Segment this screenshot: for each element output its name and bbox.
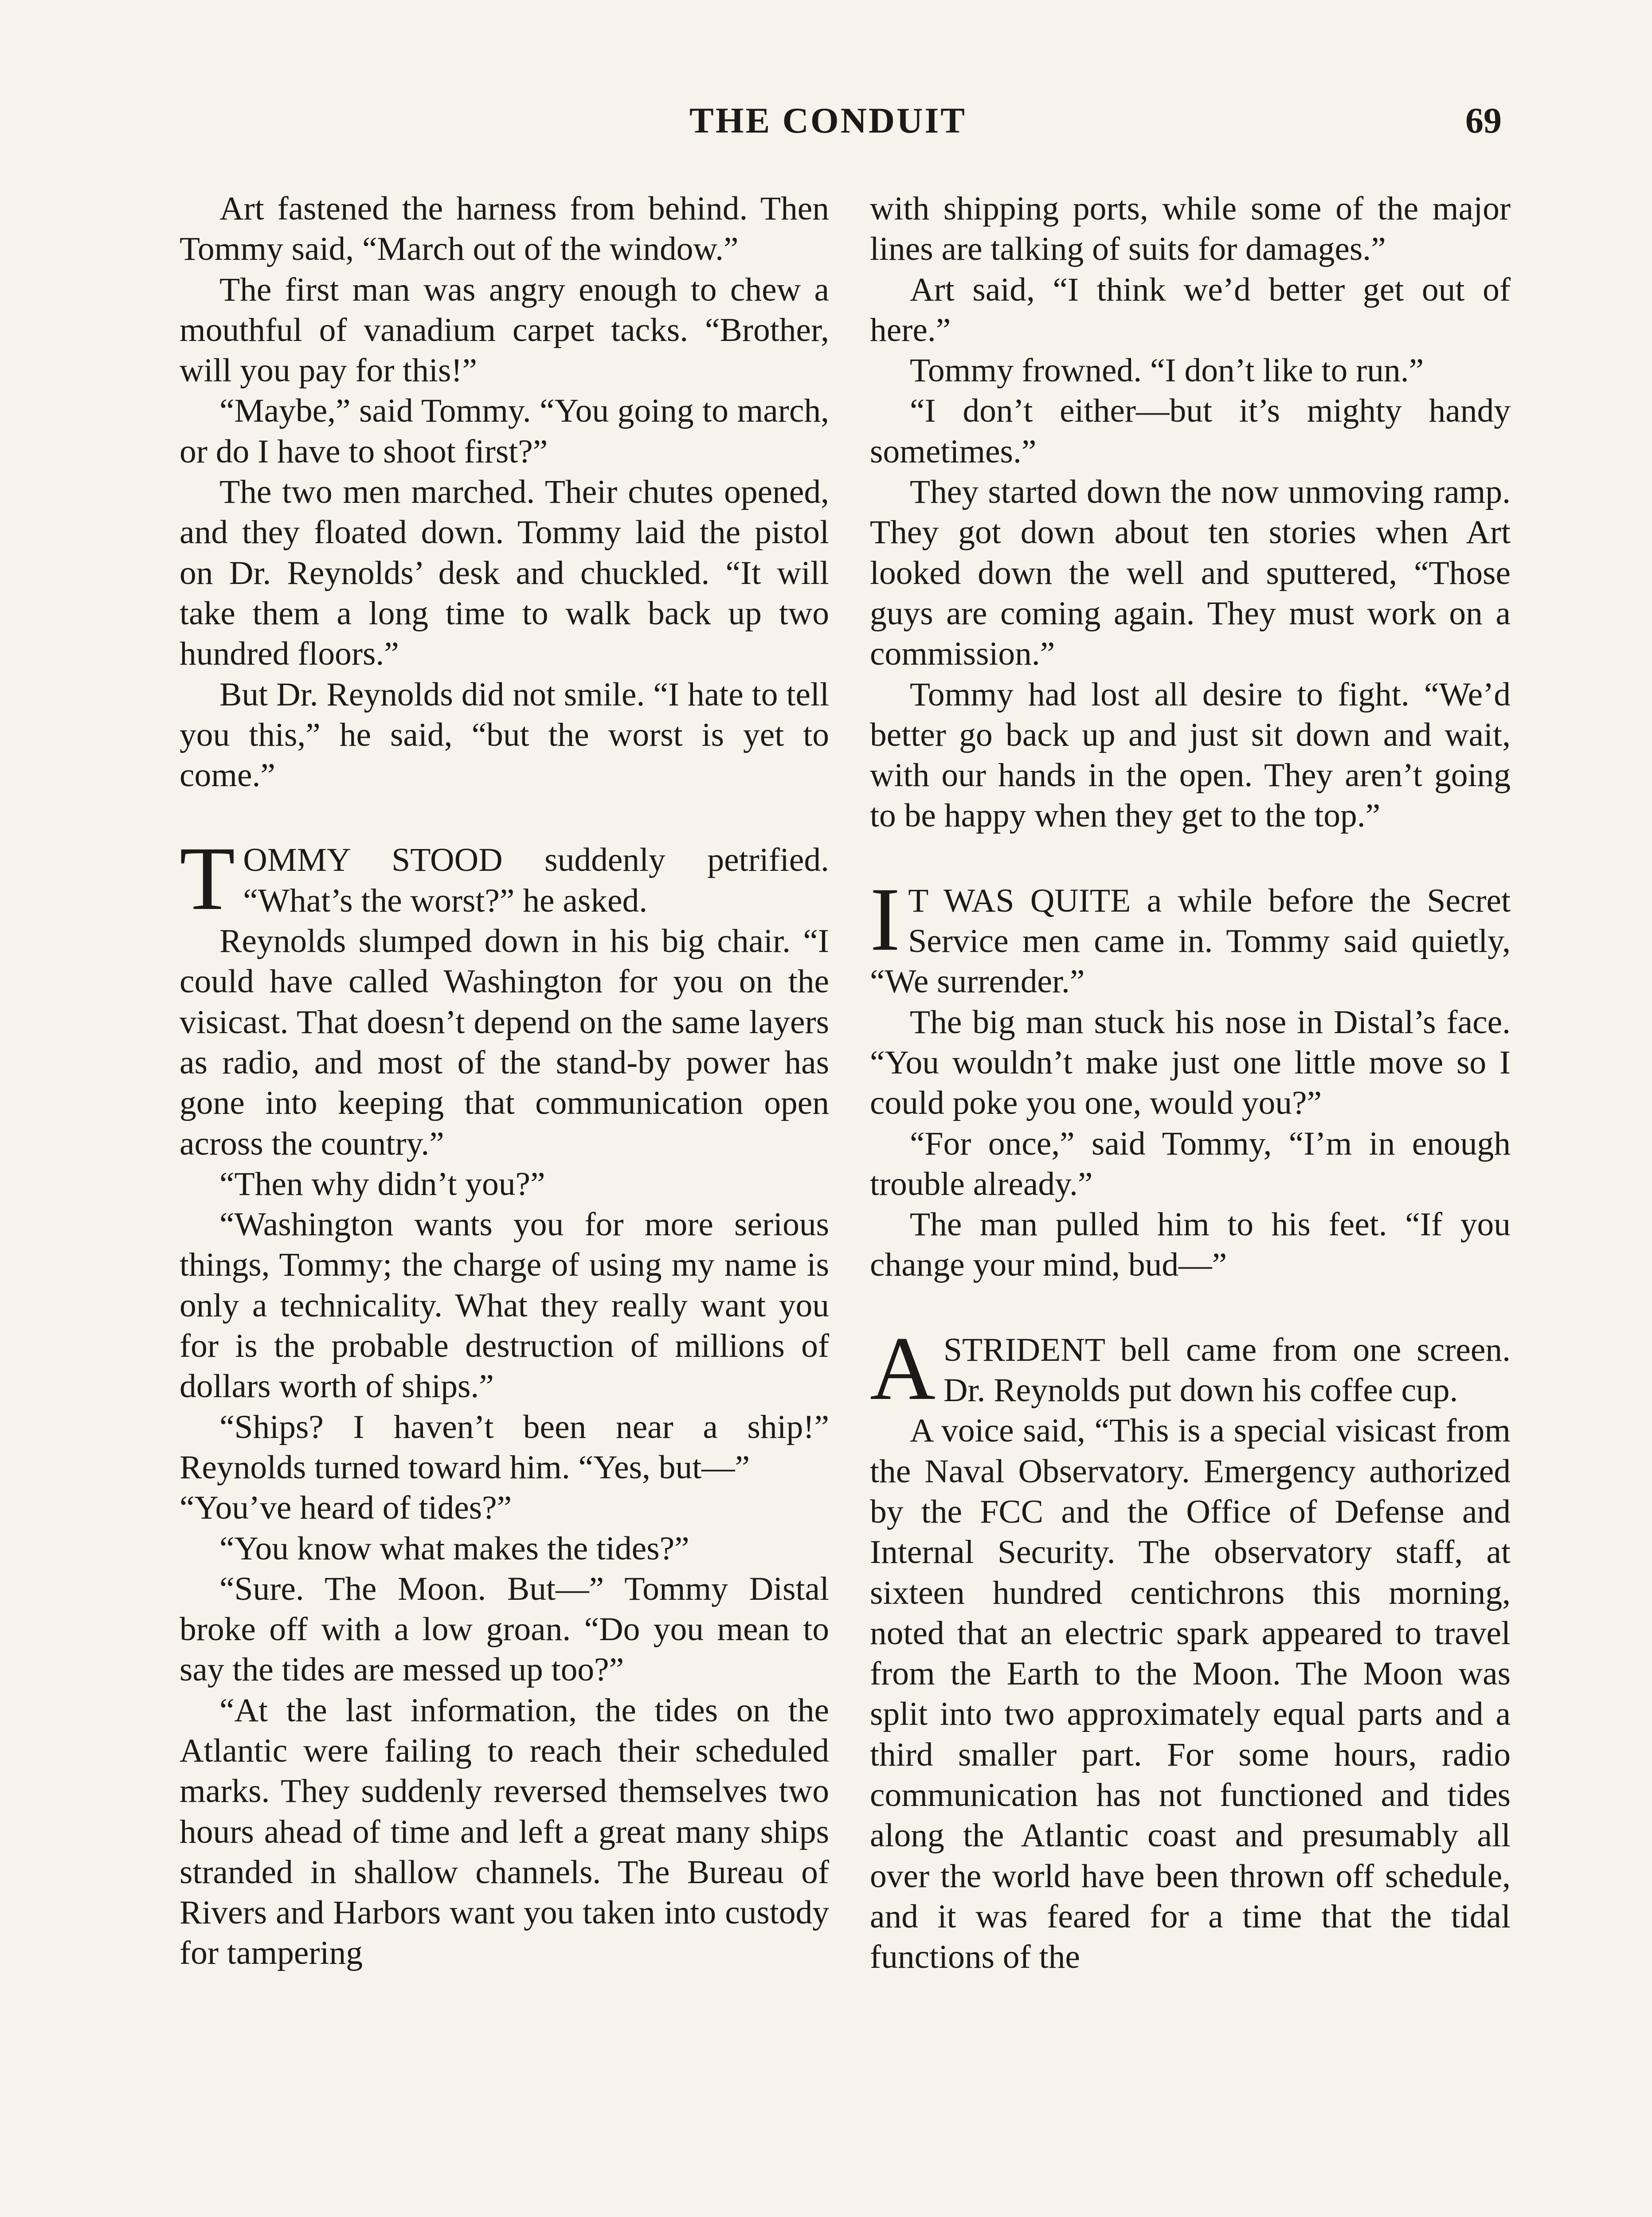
paragraph: Art said, “I think we’d better get out of here.”	[870, 271, 1511, 349]
page-header	[0, 100, 1652, 149]
paragraph: “Ships? I haven’t been near a ship!” Reynolds turned toward him. “Yes, but—”	[180, 1408, 829, 1486]
paragraph: They started down the now unmoving ramp. They got down about ten stories when Art looked down the well and sputtered, “Those guys are coming again. They must work on a commission.”	[870, 474, 1511, 673]
section-opening-paragraph	[180, 828, 829, 929]
paragraph: Tommy had lost all desire to fight. “We’d better go back up and just sit down and wait, with our hands in the open. They aren’t going to be happy when they get to the top.”	[870, 676, 1511, 834]
paragraph: But Dr. Reynolds did not smile. “I hate to tell you this,” he said, “but the worst is yet to come.”	[180, 676, 829, 794]
drop-cap: T	[180, 828, 235, 929]
paragraph: “Sure. The Moon. But—” Tommy Distal broke off with a low groan. “Do you mean to say the tides are messed up too?”	[180, 1570, 829, 1688]
paragraph: “Maybe,” said Tommy. “You going to march, or do I have to shoot first?”	[180, 392, 829, 470]
paragraph: with shipping ports, while some of the major lines are talking of suits for damages.”	[870, 190, 1511, 268]
paragraph: Tommy frowned. “I don’t like to run.”	[910, 352, 1424, 389]
paragraph: The man pulled him to his feet. “If you change your mind, bud—”	[870, 1206, 1511, 1284]
paragraph: Reynolds slumped down in his big chair. “I could have called Washington for you on the visicast. That doesn’t depend on the same layers as radio, and most of the stand-by power has gone into keeping that communication open across the country.”	[180, 923, 829, 1162]
paragraph-text: STRIDENT bell came from one screen. Dr. Reynolds put down his coffee cup.	[943, 1331, 1511, 1409]
paragraph: The big man stuck his nose in Distal’s face. “You wouldn’t make just one little move so I could poke you one, would you?”	[870, 1003, 1511, 1122]
drop-cap: A	[870, 1318, 936, 1419]
section-opening-paragraph	[870, 1318, 1511, 1419]
paragraph: Art fastened the harness from behind. Then Tommy said, “March out of the window.”	[180, 190, 829, 268]
right-column	[870, 188, 1511, 1977]
paragraph: The first man was angry enough to chew a mouthful of vanadium carpet tacks. “Brother, will you pay for this!”	[180, 271, 829, 389]
paragraph: “Then why didn’t you?”	[219, 1165, 545, 1203]
section-opening-paragraph	[870, 869, 1511, 1002]
paragraph-text: OMMY STOOD suddenly petrified. “What’s the worst?” he asked.	[243, 842, 829, 919]
running-title: THE CONDUIT	[689, 100, 967, 141]
paragraph: “For once,” said Tommy, “I’m in enough trouble already.”	[870, 1125, 1511, 1203]
paragraph: “At the last information, the tides on the Atlantic were failing to reach their scheduled marks. They suddenly reversed themselves two hours ahead of time and left a great many ships stranded in shallow channels. The Bureau of Rivers and Harbors want you taken into custody for tampering	[180, 1692, 829, 1972]
paragraph: “You know what makes the tides?”	[219, 1530, 689, 1567]
paragraph: “Washington wants you for more serious things, Tommy; the charge of using my name is only a technicality. What they really want you for is the probable destruction of millions of dollars worth of ships.”	[180, 1206, 829, 1405]
paragraph: “I don’t either—but it’s mighty handy sometimes.”	[870, 392, 1511, 470]
paragraph: A voice said, “This is a special visicast from the Naval Observatory. Emergency authorized by the FCC and the Office of Defense and Internal Security. The observatory staff, at sixteen hundred centichrons this morning, noted that an electric spark appeared to travel from the Earth to the Moon. The Moon was split into two approximately equal parts and a third smaller part. For some hours, radio communication has not functioned and tides along the Atlantic coast and presumably all over the world have been thrown off schedule, and it was feared for a time that the tidal functions of the	[870, 1412, 1511, 1976]
paragraph: The two men marched. Their chutes opened, and they floated down. Tommy laid the pistol on Dr. Reynolds’ desk and chuckled. “It will take them a long time to walk back up two hundred floors.”	[180, 474, 829, 673]
paragraph-text: T WAS QUITE a while before the Secret Service men came in. Tommy said quietly, “We surrender.”	[870, 882, 1511, 1000]
page-number: 69	[1465, 100, 1502, 141]
left-column	[180, 188, 829, 1974]
drop-cap: I	[870, 869, 900, 970]
paragraph: “You’ve heard of tides?”	[180, 1489, 512, 1527]
